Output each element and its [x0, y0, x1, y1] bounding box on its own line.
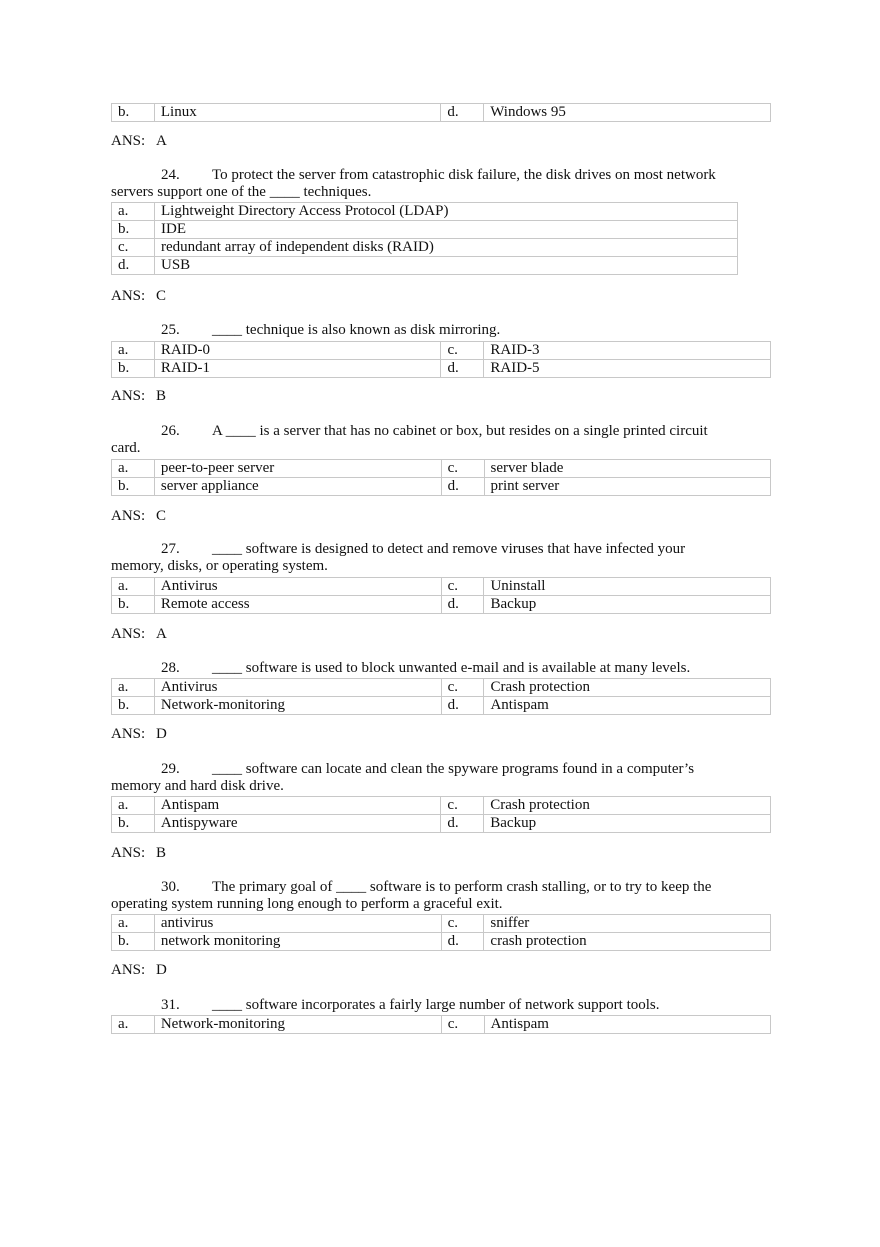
answer-label: ANS:	[111, 726, 146, 742]
question-text: A ____ is a server that has no cabinet or box, but resides on a single printed circuit card.	[111, 423, 708, 456]
answer-value: B	[156, 388, 167, 404]
option-text: Network-monitoring	[154, 1016, 441, 1034]
question-text: ____ software is designed to detect and remove viruses that have infected your memory, disks, or operating system.	[111, 541, 686, 574]
option-letter: c.	[441, 460, 484, 478]
option-letter: d.	[441, 933, 484, 951]
option-letter: b.	[112, 360, 155, 378]
question-stem	[111, 761, 736, 795]
option-letter: b.	[112, 815, 155, 833]
option-letter: c.	[441, 679, 484, 697]
option-row	[112, 815, 771, 833]
answer-value: D	[156, 962, 167, 978]
option-letter: c.	[441, 1016, 484, 1034]
answer-label: ANS:	[111, 288, 146, 304]
option-text: antivirus	[154, 915, 441, 933]
option-row	[112, 221, 738, 239]
option-letter: b.	[112, 933, 155, 951]
question-number: 25.	[161, 322, 180, 338]
option-letter: a.	[112, 460, 155, 478]
option-row	[112, 797, 771, 815]
option-letter: a.	[112, 797, 155, 815]
answer-line	[111, 845, 166, 862]
option-letter: a.	[112, 915, 155, 933]
option-text: server blade	[484, 460, 771, 478]
option-text: Network-monitoring	[154, 697, 441, 715]
option-row	[112, 239, 738, 257]
answer-label: ANS:	[111, 626, 146, 642]
option-row	[112, 915, 771, 933]
question-number: 31.	[161, 997, 180, 1013]
option-row	[112, 1016, 771, 1034]
question-text: To protect the server from catastrophic disk failure, the disk drives on most network servers support one of the ____ techniques.	[111, 167, 716, 200]
option-row	[112, 578, 771, 596]
option-row	[112, 460, 771, 478]
question-stem	[111, 879, 736, 913]
question-number: 29.	[161, 761, 180, 777]
question-text: ____ software can locate and clean the spyware programs found in a computer’s memory and hard disk drive.	[111, 761, 695, 794]
answer-line	[111, 388, 166, 405]
option-row	[112, 478, 771, 496]
answer-value: A	[156, 133, 167, 149]
answer-line	[111, 626, 167, 643]
question-text: ____ software incorporates a fairly large number of network support tools.	[212, 997, 660, 1013]
option-text: network monitoring	[154, 933, 441, 951]
options-table	[111, 796, 771, 833]
option-text: Backup	[484, 596, 771, 614]
option-row	[112, 933, 771, 951]
option-text: Antivirus	[154, 578, 441, 596]
option-letter: b.	[112, 596, 155, 614]
answer-value: C	[156, 288, 167, 304]
question-stem	[111, 322, 736, 339]
option-letter: d.	[441, 478, 484, 496]
options-table	[111, 914, 771, 951]
option-letter: d.	[441, 596, 484, 614]
options-table	[111, 678, 771, 715]
question-number: 30.	[161, 879, 180, 895]
option-letter: c.	[441, 342, 484, 360]
option-text: Remote access	[154, 596, 441, 614]
answer-line	[111, 288, 166, 305]
answer-line	[111, 962, 167, 979]
option-text: Backup	[484, 815, 771, 833]
question-stem	[111, 423, 736, 457]
option-row	[112, 360, 771, 378]
option-row	[112, 679, 771, 697]
option-text: Crash protection	[484, 679, 771, 697]
option-text: Antispam	[154, 797, 441, 815]
option-text: print server	[484, 478, 771, 496]
option-text: RAID-0	[154, 342, 441, 360]
options-table	[111, 459, 771, 496]
options-table	[111, 103, 771, 122]
option-letter: a.	[112, 578, 155, 596]
answer-label: ANS:	[111, 508, 146, 524]
options-table	[111, 1015, 771, 1034]
options-table	[111, 577, 771, 614]
option-text: server appliance	[154, 478, 441, 496]
option-row	[112, 257, 738, 275]
option-letter: d.	[441, 815, 484, 833]
answer-label: ANS:	[111, 845, 146, 861]
question-stem	[111, 660, 736, 677]
option-text: Antispam	[484, 697, 771, 715]
option-text: Windows 95	[484, 104, 771, 122]
option-letter: c.	[441, 797, 484, 815]
answer-line	[111, 726, 167, 743]
option-letter: a.	[112, 342, 155, 360]
question-stem	[111, 541, 736, 575]
option-text: Uninstall	[484, 578, 771, 596]
option-letter: c.	[441, 578, 484, 596]
answer-value: A	[156, 626, 167, 642]
question-text: ____ technique is also known as disk mirroring.	[212, 322, 501, 338]
question-number: 26.	[161, 423, 180, 439]
option-letter: d.	[441, 104, 484, 122]
options-table	[111, 341, 771, 378]
option-text: RAID-1	[154, 360, 441, 378]
answer-value: C	[156, 508, 167, 524]
answer-label: ANS:	[111, 388, 146, 404]
option-row	[112, 104, 771, 122]
option-row	[112, 342, 771, 360]
answer-value: D	[156, 726, 167, 742]
option-text: Antispam	[484, 1016, 770, 1034]
options-table	[111, 202, 738, 275]
option-text: USB	[155, 257, 738, 275]
option-text: IDE	[155, 221, 738, 239]
question-number: 28.	[161, 660, 180, 676]
option-letter: b.	[112, 478, 155, 496]
option-letter: c.	[112, 239, 155, 257]
answer-line	[111, 133, 167, 150]
option-row	[112, 697, 771, 715]
option-text: Lightweight Directory Access Protocol (LDAP)	[155, 203, 738, 221]
answer-value: B	[156, 845, 167, 861]
option-row	[112, 596, 771, 614]
option-letter: d.	[441, 360, 484, 378]
question-number: 27.	[161, 541, 180, 557]
option-text: RAID-3	[484, 342, 771, 360]
option-text: peer-to-peer server	[154, 460, 441, 478]
option-letter: d.	[112, 257, 155, 275]
option-letter: a.	[112, 679, 155, 697]
question-text: The primary goal of ____ software is to perform crash stalling, or to try to keep the operating system running long enough to perform a graceful exit.	[111, 879, 712, 912]
option-letter: d.	[441, 697, 484, 715]
question-number: 24.	[161, 167, 180, 183]
answer-line	[111, 508, 166, 525]
option-letter: a.	[112, 203, 155, 221]
option-text: Antispyware	[154, 815, 441, 833]
option-letter: c.	[441, 915, 484, 933]
option-text: sniffer	[484, 915, 771, 933]
option-letter: b.	[112, 104, 155, 122]
option-text: redundant array of independent disks (RAID)	[155, 239, 738, 257]
option-text: Linux	[154, 104, 440, 122]
question-stem	[111, 167, 736, 201]
answer-label: ANS:	[111, 962, 146, 978]
option-row	[112, 203, 738, 221]
answer-label: ANS:	[111, 133, 146, 149]
option-letter: b.	[112, 697, 155, 715]
option-text: Crash protection	[484, 797, 771, 815]
question-text: ____ software is used to block unwanted e-mail and is available at many levels.	[212, 660, 691, 676]
option-text: RAID-5	[484, 360, 771, 378]
option-text: Antivirus	[154, 679, 441, 697]
option-text: crash protection	[484, 933, 771, 951]
question-stem	[111, 997, 736, 1014]
option-letter: a.	[112, 1016, 155, 1034]
option-letter: b.	[112, 221, 155, 239]
